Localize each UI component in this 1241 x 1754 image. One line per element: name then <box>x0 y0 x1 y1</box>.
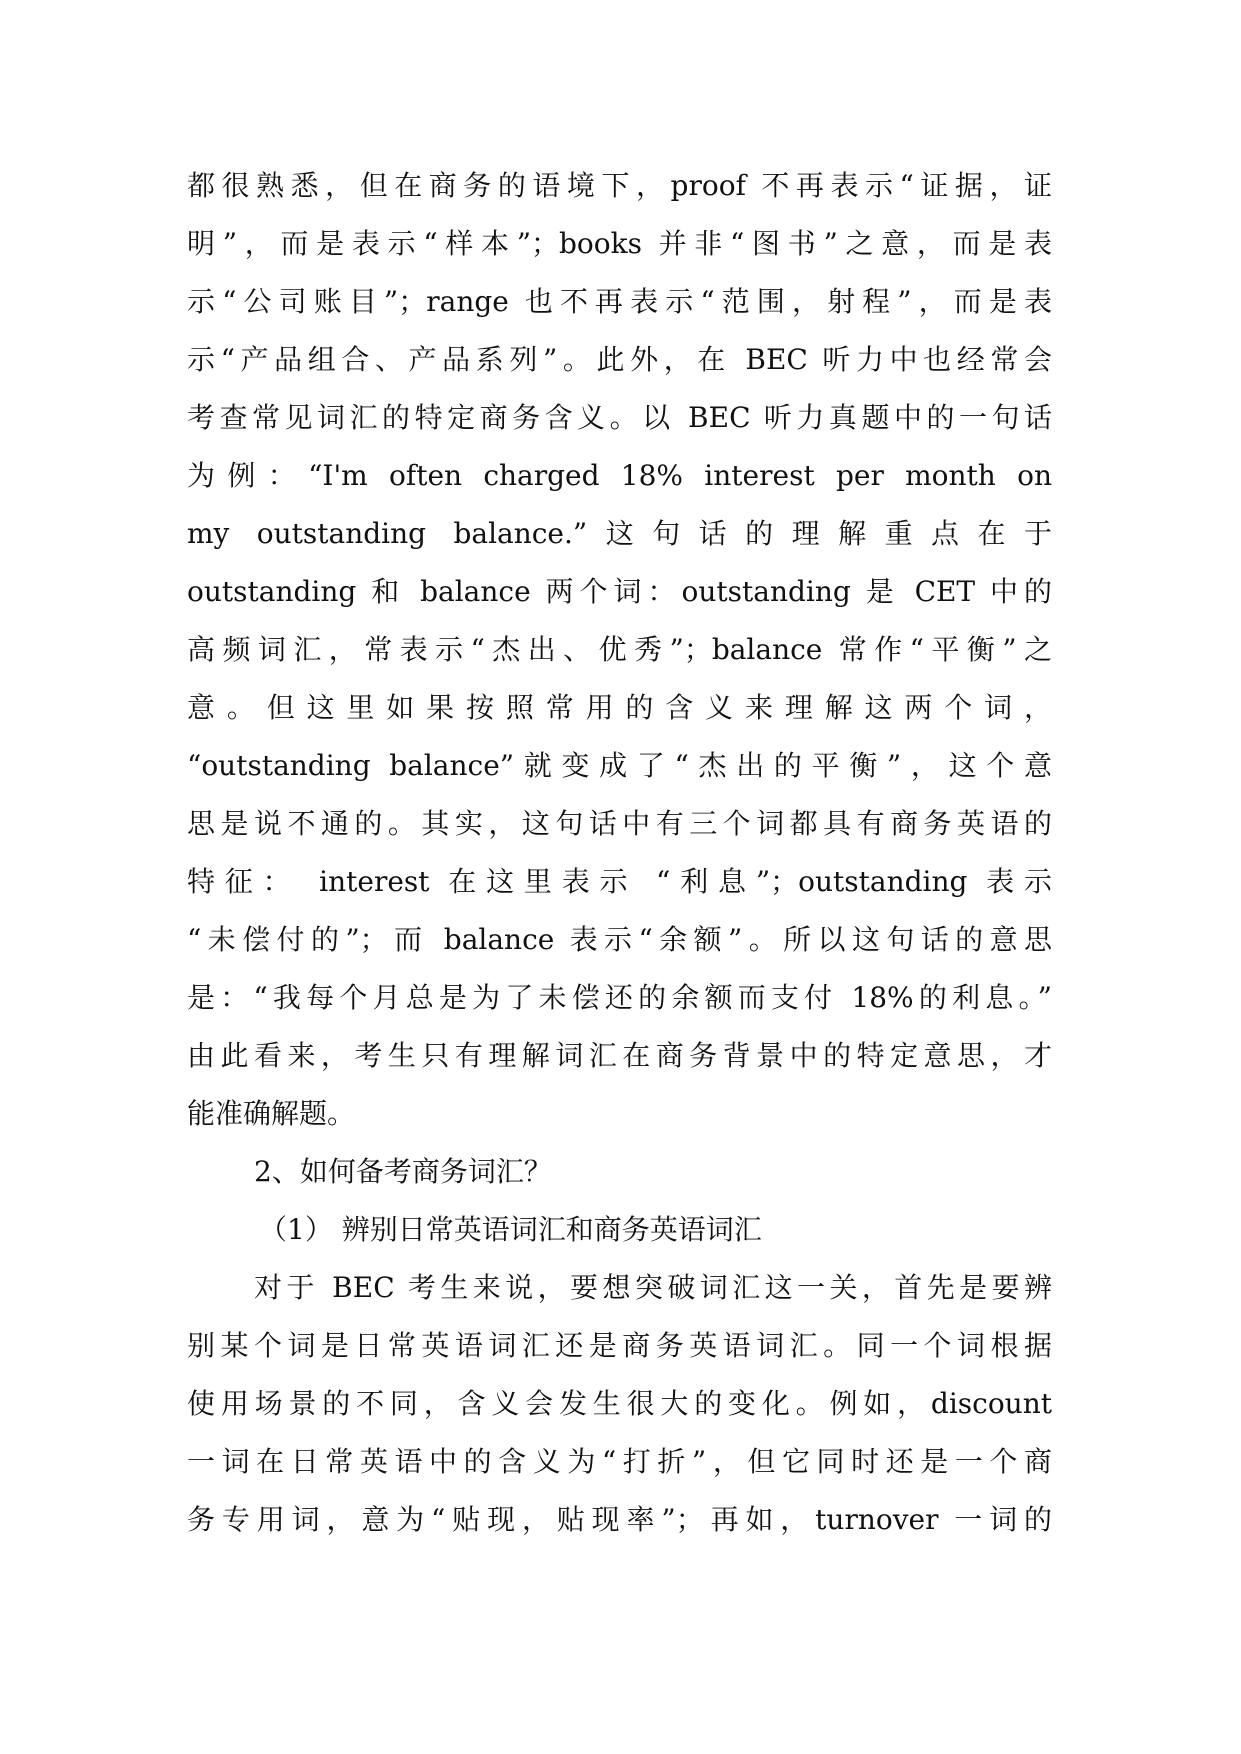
text-line: 对于 BEC 考生来说，要想突破词汇这一关，首先是要辨 <box>254 1271 1052 1304</box>
text-line: 由此看来，考生只有理解词汇在商务背景中的特定意思，才 <box>187 1039 1052 1072</box>
subsection-heading: （1） 辨别日常英语词汇和商务英语词汇 <box>259 1213 762 1246</box>
text-line: 都很熟悉，但在商务的语境下，proof 不再表示“证据，证 <box>187 169 1052 202</box>
text-line: 意。但这里如果按照常用的含义来理解这两个词， <box>187 691 1052 724</box>
text-line: 能准确解题。 <box>187 1097 356 1130</box>
text-line: outstanding 和 balance 两个词：outstanding 是 CET 中的 <box>187 575 1052 608</box>
text-line: 考查常见词汇的特定商务含义。以 BEC 听力真题中的一句话 <box>187 401 1052 434</box>
text-line: my outstanding balance.”这句话的理解重点在于 <box>187 517 1052 550</box>
text-line: 高频词汇，常表示“杰出、优秀”；balance 常作“平衡”之 <box>187 633 1052 666</box>
text-line: 使用场景的不同，含义会发生很大的变化。例如，discount <box>187 1387 1052 1420</box>
text-line: 示“产品组合、产品系列”。此外，在 BEC 听力中也经常会 <box>187 343 1052 376</box>
text-line: 是：“我每个月总是为了未偿还的余额而支付 18%的利息。” <box>187 981 1052 1014</box>
text-line: 一词在日常英语中的含义为“打折”，但它同时还是一个商 <box>187 1445 1052 1478</box>
text-line: 明”，而是表示“样本”；books 并非“图书”之意，而是表 <box>187 227 1052 260</box>
text-line: 别某个词是日常英语词汇还是商务英语词汇。同一个词根据 <box>187 1329 1052 1362</box>
text-line: 特征： interest 在这里表示 “利息”；outstanding 表示 <box>187 865 1052 898</box>
text-line: 为例：“I'm often charged 18% interest per month on <box>187 459 1052 492</box>
section-heading: 2、如何备考商务词汇？ <box>254 1155 552 1188</box>
text-line: “未偿付的”；而 balance 表示“余额”。所以这句话的意思 <box>187 923 1052 956</box>
body-text <box>187 157 1052 1549</box>
text-line: 务专用词，意为“贴现，贴现率”；再如，turnover 一词的 <box>187 1503 1052 1536</box>
text-line: “outstanding balance”就变成了“杰出的平衡”，这个意 <box>187 749 1052 782</box>
text-line: 思是说不通的。其实，这句话中有三个词都具有商务英语的 <box>187 807 1052 840</box>
text-line: 示“公司账目”；range 也不再表示“范围，射程”，而是表 <box>187 285 1052 318</box>
